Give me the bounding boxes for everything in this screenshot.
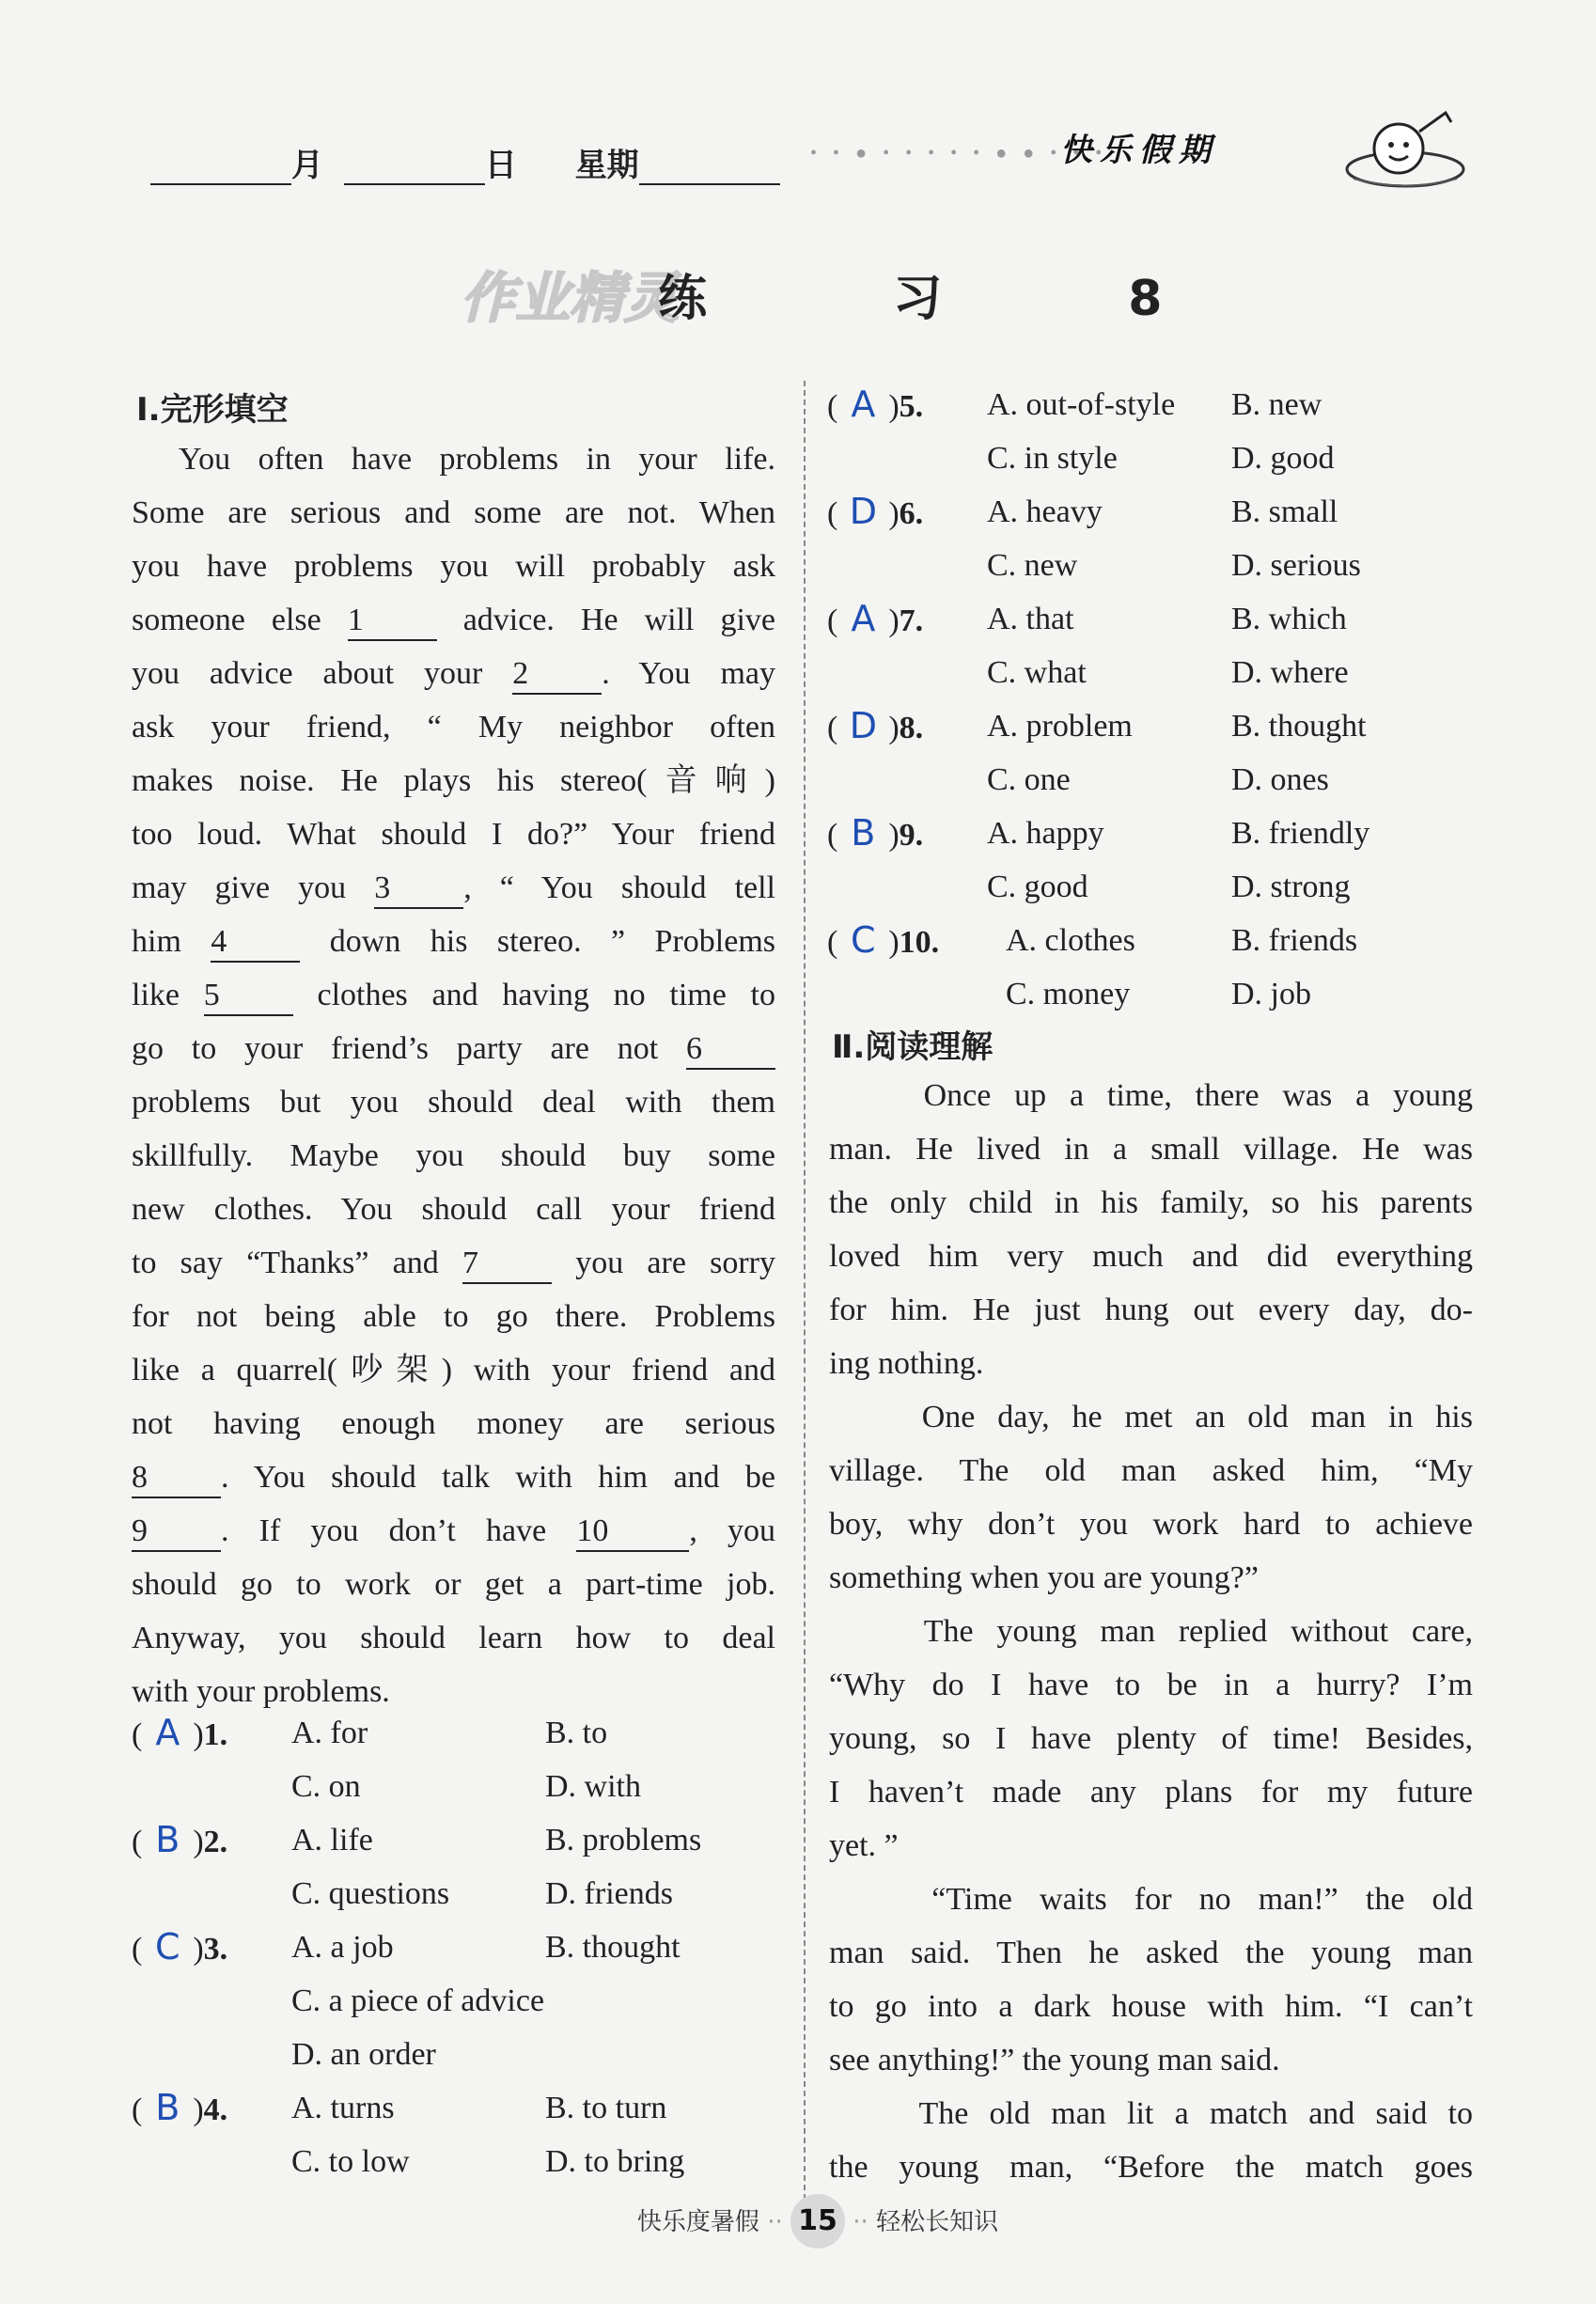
passage-line [132,540,775,593]
reading-line: I haven’t made any plans for my future [829,1775,1473,1810]
passage-text: should go to work or get a part-time job. [132,1567,775,1602]
passage-line [132,915,775,968]
cloze-blank[interactable]: 5 [204,977,293,1016]
passage-text: advice. He will give [436,603,776,637]
question-number: 5. [899,389,924,424]
reading-line: man said. Then he asked the young man [829,1936,1473,1970]
option[interactable]: D. where [1231,655,1349,690]
question-item [827,485,1504,592]
option[interactable]: D. an order [291,2037,436,2072]
option[interactable]: A. life [291,1823,373,1857]
page-title: 练 习 8 [658,271,1247,327]
option[interactable]: B. to [545,1716,608,1750]
question-item [132,1706,790,1813]
passage-line [132,1504,775,1558]
question-number: 3. [203,1932,228,1967]
question-line [827,431,1504,485]
question-line [827,967,1504,1021]
bracket-open: ( [132,1932,143,1967]
option[interactable]: A. happy [987,816,1104,851]
reading-line: to go into a dark house with him. “I can’t [829,1989,1473,2024]
bracket-open: ( [827,818,838,853]
bracket-close: ) [888,818,900,853]
passage-text: , you [689,1513,775,1548]
question-line [827,807,1504,860]
answer-bracket [827,592,923,648]
question-line [827,485,1504,539]
column-divider [804,381,806,2200]
answer-letter[interactable]: A [155,1712,180,1753]
option[interactable]: C. a piece of advice [291,1983,545,2018]
option[interactable]: C. in style [987,441,1118,476]
question-line [827,646,1504,699]
bracket-open: ( [132,1825,143,1859]
answer-letter[interactable]: D [849,491,877,532]
bracket-open: ( [827,925,838,960]
brand-logo: 快乐假期 [1060,132,1218,169]
passage-text: him [132,924,211,959]
question-line [827,699,1504,753]
option[interactable]: A. for [291,1716,368,1750]
passage-text: clothes and having no time to [292,978,776,1012]
option[interactable]: C. questions [291,1876,450,1911]
option[interactable]: B. friendly [1231,816,1370,851]
question-line [132,2028,790,2081]
passage-text: problems but you should deal with them [132,1085,775,1120]
option[interactable]: C. money [1006,977,1131,1011]
footer: 快乐度暑假 ·· 15 ·· 轻松长知识 [573,2194,1062,2249]
question-line [132,1920,790,1974]
answer-letter[interactable]: D [849,705,877,746]
reading-line: “Why do I have to be in a hurry? I’m [829,1668,1473,1702]
question-line [132,2081,790,2135]
weekday-blank[interactable] [639,153,780,185]
reading-line: the young man, “Before the match goes [829,2150,1473,2185]
reading-line: The young man replied without care, [829,1614,1473,1649]
passage-line [132,968,775,1022]
question-number: 7. [899,603,924,638]
passage-text: go to your friend’s party are not [132,1031,686,1066]
option[interactable]: D. job [1231,977,1311,1011]
reading-line: boy, why don’t you work hard to achieve [829,1507,1473,1542]
option[interactable]: B. thought [545,1930,681,1965]
option[interactable]: D. strong [1231,870,1351,904]
question-item [827,914,1504,1021]
option[interactable]: C. what [987,655,1087,690]
bracket-open: ( [827,711,838,745]
passage-line [132,754,775,807]
bracket-open: ( [827,389,838,424]
question-line [132,1706,790,1760]
footer-right: 轻松长知识 [876,2208,999,2236]
option[interactable]: C. on [291,1769,361,1804]
question-number: 6. [899,496,924,531]
question-item [132,1920,790,2081]
question-line [827,378,1504,431]
day-label: 日 [484,147,517,184]
passage-line [132,486,775,540]
footer-left: 快乐度暑假 [636,2208,759,2236]
passage-text: not having enough money are serious [132,1406,775,1441]
reading-line: young, so I have plenty of time! Besides, [829,1721,1473,1756]
option[interactable]: A. a job [291,1930,394,1965]
option[interactable]: B. thought [1231,709,1367,744]
passage-line [132,1075,775,1129]
passage-line [132,647,775,700]
question-line [132,2135,790,2188]
option[interactable]: C. good [987,870,1088,904]
bracket-open: ( [827,496,838,531]
reading-line: “Time waits for no man!” the old [829,1882,1473,1917]
question-item [827,592,1504,699]
month-label: 月 [291,147,323,184]
questions-right [827,378,1504,1021]
reading-line: Once up a time, there was a young [829,1078,1473,1113]
question-line [827,539,1504,592]
bracket-close: ) [888,389,900,424]
option[interactable]: D. ones [1231,762,1329,797]
reading-passage [829,1069,1473,2194]
answer-bracket [132,2081,227,2137]
passage-text: makes noise. He plays his stereo(音响) [132,763,775,798]
answer-bracket [827,699,923,755]
question-number: 8. [899,711,924,745]
answer-letter[interactable]: A [851,598,876,639]
option[interactable]: B. new [1231,387,1322,422]
option[interactable]: A. problem [987,709,1133,744]
mascot-icon [1335,94,1476,202]
passage-text: may give you [132,870,375,905]
passage-text: like a quarrel(吵架) with your friend and [132,1353,775,1387]
passage-line [132,861,775,915]
question-item [132,2081,790,2188]
cloze-blank[interactable]: 10 [576,1512,689,1552]
cloze-blank[interactable]: 6 [686,1030,775,1070]
option[interactable]: D. good [1231,441,1335,476]
passage-text: . If you don’t have [221,1513,577,1548]
passage-line [132,1343,775,1397]
passage-text: someone else [132,603,348,637]
bracket-open: ( [827,603,838,638]
passage-line [132,1129,775,1183]
question-line [132,1974,790,2028]
passage-text: You often have problems in your life. [179,442,775,477]
passage-line [132,1450,775,1504]
passage-line [132,1022,775,1075]
questions-left [132,1706,790,2188]
option[interactable]: C. to low [291,2144,410,2179]
bracket-close: ) [888,711,900,745]
reading-line: the only child in his family, so his parents [829,1185,1473,1220]
passage-line [132,1183,775,1236]
question-line [827,592,1504,646]
option[interactable]: D. with [545,1769,641,1804]
answer-bracket [132,1813,227,1869]
passage-line [132,1397,775,1450]
bracket-open: ( [132,1717,143,1752]
option[interactable]: B. to turn [545,2091,667,2125]
passage-text: down his stereo. ” Problems [300,924,775,959]
reading-line: village. The old man asked him, “My [829,1453,1473,1488]
option[interactable]: A. out-of-style [987,387,1176,422]
passage-line [132,700,775,754]
passage-text: to say “Thanks” and [132,1246,462,1280]
passage-text: , “ You should tell [463,870,775,905]
passage-text: Some are serious and some are not. When [132,495,775,530]
cloze-blank[interactable]: 2 [512,655,602,695]
reading-line: The old man lit a match and said to [829,2096,1473,2131]
cloze-passage [132,432,775,1718]
page-number: 15 [790,2194,845,2249]
question-item [827,378,1504,485]
question-item [827,807,1504,914]
reading-line: for him. He just hung out every day, do- [829,1293,1473,1327]
passage-line [132,1236,775,1290]
question-item [132,1813,790,1920]
option[interactable]: B. friends [1231,923,1358,958]
passage-text: new clothes. You should call your friend [132,1192,775,1227]
reading-line: man. He lived in a small village. He was [829,1132,1473,1167]
passage-text: too loud. What should I do?” Your friend [132,817,775,852]
option[interactable]: B. problems [545,1823,702,1857]
passage-line [132,1558,775,1611]
question-line [132,1760,790,1813]
answer-bracket [827,378,923,433]
question-number: 4. [203,2092,228,2127]
option[interactable]: A. heavy [987,494,1103,529]
reading-line: loved him very much and did everything [829,1239,1473,1274]
section1-heading: Ⅰ.完形填空 [136,391,289,429]
date-line [150,139,780,185]
reading-line: ing nothing. [829,1346,984,1381]
passage-text: ask your friend, “ My neighbor often [132,710,775,744]
question-number: 2. [203,1825,228,1859]
bracket-close: ) [888,603,900,638]
passage-line [132,1611,775,1665]
answer-bracket [132,1706,227,1762]
question-line [827,860,1504,914]
bracket-close: ) [888,496,900,531]
bracket-close: ) [193,1825,204,1859]
question-line [132,1867,790,1920]
passage-text: with your problems. [132,1674,390,1709]
header-dots: • • ● • • • • • ● ● • • • [810,143,1108,164]
weekday-label: 星期 [574,147,639,184]
passage-text: . You should talk with him and be [221,1460,775,1495]
passage-line [132,1290,775,1343]
option[interactable]: D. serious [1231,548,1361,583]
passage-text: for not being able to go there. Problems [132,1299,775,1334]
question-number: 10. [899,925,940,960]
answer-letter[interactable]: A [851,384,876,425]
answer-letter[interactable]: B [155,1819,180,1860]
bracket-open: ( [132,2092,143,2127]
option[interactable]: D. friends [545,1876,673,1911]
reading-line: yet. ” [829,1828,899,1863]
month-blank[interactable] [150,153,291,185]
option[interactable]: B. which [1231,602,1347,636]
question-line [132,1813,790,1867]
question-line [827,753,1504,807]
option[interactable]: C. new [987,548,1078,583]
cloze-blank[interactable]: 9 [132,1512,221,1552]
passage-text: skillfully. Maybe you should buy some [132,1138,775,1173]
bracket-close: ) [193,2092,204,2127]
reading-line: One day, he met an old man in his [829,1400,1473,1434]
answer-letter[interactable]: B [155,2087,180,2128]
passage-text: . You may [602,656,775,691]
question-line [827,914,1504,967]
cloze-blank[interactable]: 7 [462,1245,552,1284]
cloze-blank[interactable]: 4 [211,923,300,963]
question-number: 1. [203,1717,228,1752]
option[interactable]: C. one [987,762,1071,797]
passage-text: like [132,978,204,1012]
passage-text: you advice about your [132,656,513,691]
passage-line [132,593,775,647]
answer-bracket [827,914,939,969]
section2-heading: Ⅱ.阅读理解 [832,1028,994,1066]
cloze-blank[interactable]: 1 [348,602,437,641]
bracket-close: ) [888,925,900,960]
reading-line: something when you are young?” [829,1560,1259,1595]
option[interactable]: D. to bring [545,2144,685,2179]
passage-line [132,807,775,861]
bracket-close: ) [193,1717,204,1752]
option[interactable]: A. turns [291,2091,395,2125]
passage-text: you have problems you will probably ask [132,549,775,584]
answer-letter[interactable]: C [851,919,876,961]
answer-letter[interactable]: B [851,812,876,854]
answer-bracket [827,807,923,862]
passage-text: you are sorry [551,1246,775,1280]
watermark-top: 作业精灵 [461,266,680,330]
cloze-blank[interactable]: 8 [132,1459,221,1498]
answer-bracket [132,1920,227,1976]
option[interactable]: A. that [987,602,1074,636]
option[interactable]: B. small [1231,494,1338,529]
option[interactable]: A. clothes [1006,923,1135,958]
bracket-close: ) [193,1932,204,1967]
passage-line [132,432,775,486]
passage-text: Anyway, you should learn how to deal [132,1621,775,1655]
cloze-blank[interactable]: 3 [374,870,463,909]
day-blank[interactable] [344,153,485,185]
question-number: 9. [899,818,924,853]
reading-line: see anything!” the young man said. [829,2043,1280,2077]
answer-letter[interactable]: C [155,1926,180,1967]
question-item [827,699,1504,807]
answer-bracket [827,485,923,541]
